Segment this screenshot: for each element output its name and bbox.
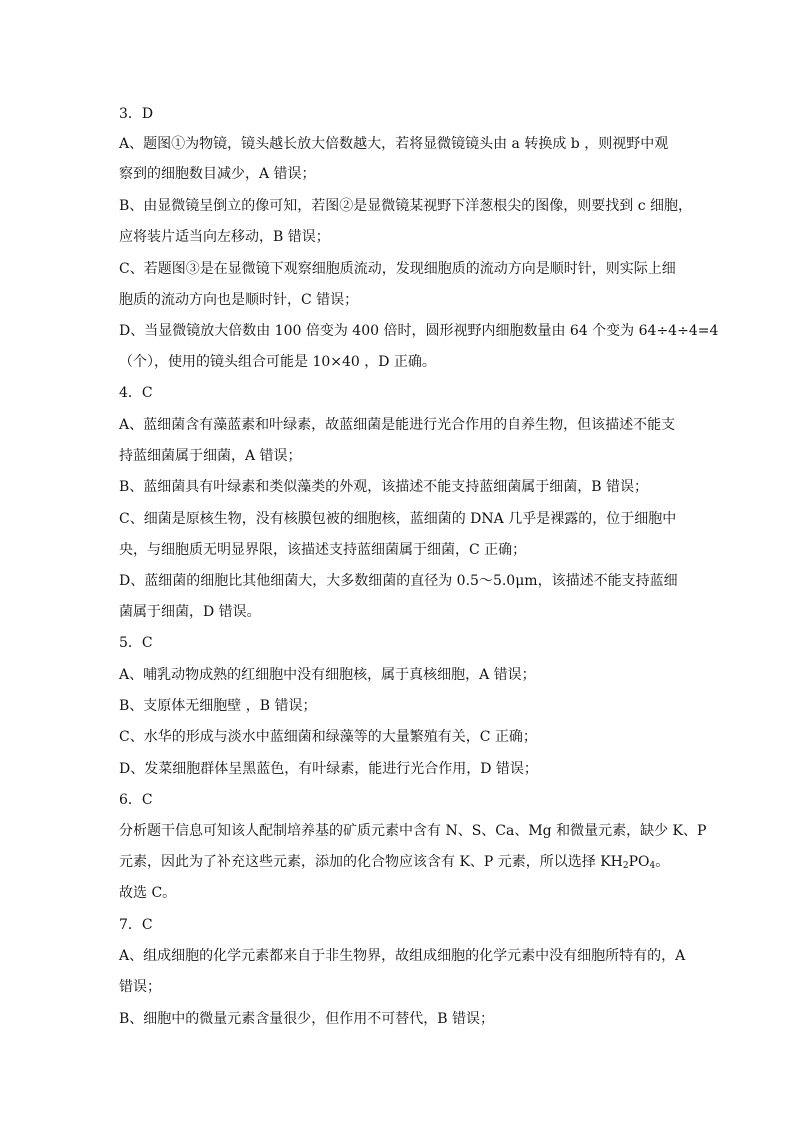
answer-3-option-b-line-2: 应将装片适当向左移动，B 错误； [119,229,330,245]
answer-4-option-d-line-1: D、蓝细菌的细胞比其他细菌大，大多数细菌的直径为 0.5～5.0μm，该描述不能支持蓝细 [119,573,678,589]
answer-4-option-c-line-1: C、细菌是原核生物，没有核膜包被的细胞核，蓝细菌的 DNA 几乎是裸露的，位于细胞中 [119,511,677,527]
answer-3-option-d-line-2: （个），使用的镜头组合可能是 10×40 ，D 正确。 [119,354,436,370]
answer-5-option-b: B、支原体无细胞壁 ，B 错误； [119,698,317,714]
answer-7-heading: 7．C [119,917,153,933]
answer-3-option-a-line-2: 察到的细胞数目减少，A 错误； [119,166,316,182]
answer-3-option-d-line-1: D、当显微镜放大倍数由 100 倍变为 400 倍时，圆形视野内细胞数量由 64 个变为 64÷4÷4=4 [119,323,719,339]
answer-3-option-c-line-1: C、若题图③是在显微镜下观察细胞质流动，发现细胞质的流动方向是顺时针，则实际上细 [119,261,676,277]
answer-4-option-a-line-1: A、蓝细菌含有藻蓝素和叶绿素，故蓝细菌是能进行光合作用的自养生物，但该描述不能支 [119,417,676,433]
answer-6-conclusion: 故选 C。 [119,885,177,901]
answer-5-heading: 5．C [119,635,153,651]
answer-3-option-a-line-1: A、题图①为物镜，镜头越长放大倍数越大，若将显微镜镜头由 a 转换成 b ，则视野中观 [119,136,669,152]
answer-4-option-b: B、蓝细菌具有叶绿素和类似藻类的外观，该描述不能支持蓝细菌属于细菌，B 错误； [119,479,649,495]
answer-3-heading: 3．D [119,106,154,122]
formula-subscript-4: 4 [649,861,656,871]
answer-6-analysis-line-1: 分析题干信息可知该人配制培养基的矿质元素中含有 N、S、Ca、Mg 和微量元素，缺少 K、P [119,823,707,839]
answer-3-option-b-line-1: B、由显微镜呈倒立的像可知，若图②是显微镜某视野下洋葱根尖的图像，则要找到 c 细胞， [119,198,693,214]
answer-4-heading: 4．C [119,385,153,401]
formula-subscript-2: 2 [622,861,629,871]
answer-5-option-a: A、哺乳动物成熟的红细胞中没有细胞核，属于真核细胞，A 错误； [119,667,536,683]
answer-7-option-b: B、细胞中的微量元素含量很少，但作用不可替代，B 错误； [119,1011,495,1027]
answer-6-analysis-line-2: 元素，因此为了补充这些元素，添加的化合物应该含有 K、P 元素，所以选择 $KH_2PO_4$。 [119,854,670,871]
answer-6-heading: 6．C [119,792,153,808]
answer-5-option-c: C、水华的形成与淡水中蓝细菌和绿藻等的大量繁殖有关，C 正确； [119,729,537,745]
answer-3-option-c-line-2: 胞质的流动方向也是顺时针，C 错误； [119,292,359,308]
answer-5-option-d: D、发菜细胞群体呈黑蓝色，有叶绿素，能进行光合作用，D 错误； [119,761,538,777]
answer-4-option-c-line-2: 央，与细胞质无明显界限，该描述支持蓝细菌属于细菌，C 正确； [119,542,527,558]
answer-4-option-d-line-2: 菌属于细菌，D 错误。 [119,604,261,620]
answer-7-option-a-line-1: A、组成细胞的化学元素都来自于非生物界，故组成细胞的化学元素中没有细胞所特有的，A [119,948,686,964]
answer-7-option-a-line-2: 错误； [119,979,161,995]
answer-4-option-a-line-2: 持蓝细菌属于细菌，A 错误； [119,448,302,464]
